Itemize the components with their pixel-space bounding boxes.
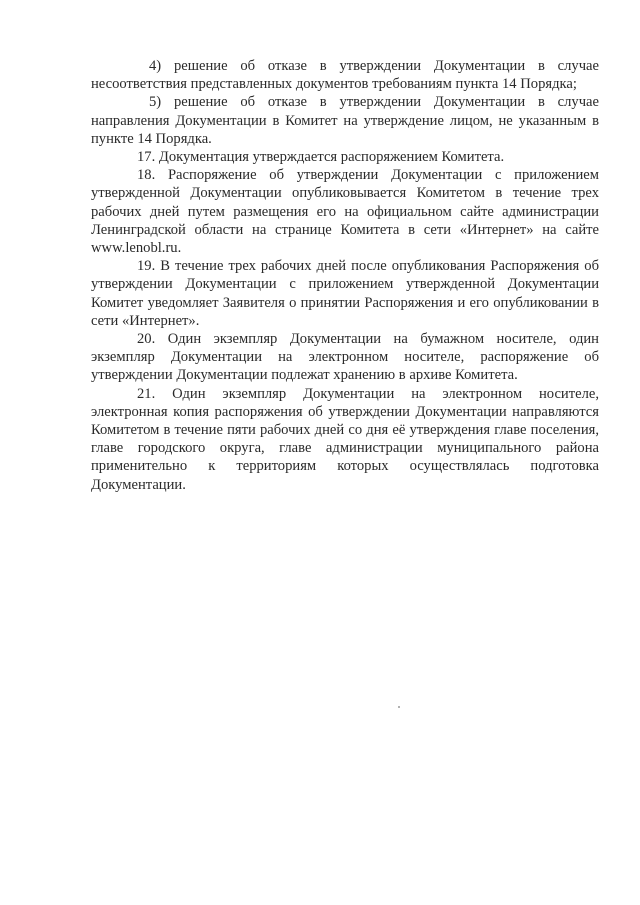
document-body [91, 57, 599, 494]
paragraph-18: 18. Распоряжение об утверждении Документации с приложением утвержденной Документации опубликовывается Комитетом в течение трех рабочих дней путем размещения его на официальном сайте администрации Ленинградской области на странице Комитета в сети «Интернет» на сайте www.lenobl.ru. [91, 167, 599, 257]
paragraph-item-5: 5) решение об отказе в утверждении Документации в случае направления Документации в Комитет на утверждение лицом, не указанным в пункте 14 Порядка. [91, 94, 599, 147]
scan-speck [398, 706, 400, 708]
paragraph-17: 17. Документация утверждается распоряжением Комитета. [137, 149, 505, 166]
paragraph-20: 20. Один экземпляр Документации на бумажном носителе, один экземпляр Документации на электронном носителе, распоряжение об утверждении Документации подлежат хранению в архиве Комитета. [91, 331, 599, 384]
paragraph-19: 19. В течение трех рабочих дней после опубликования Распоряжения об утверждении Документации с приложением утвержденной Документации Комитет уведомляет Заявителя о принятии Распоряжения и его опубликовании в сети «Интернет». [91, 258, 599, 329]
paragraph-item-4: 4) решение об отказе в утверждении Документации в случае несоответствия представленных документов требованиям пункта 14 Порядка; [91, 58, 599, 93]
paragraph-21: 21. Один экземпляр Документации на электронном носителе, электронная копия распоряжения об утверждении Документации направляются Комитетом в течение пяти рабочих дней со дня её утверждения главе поселения, главе городского округа, главе администрации муниципального района применительно к территориям которых осуществлялась подготовка Документации. [91, 385, 599, 493]
